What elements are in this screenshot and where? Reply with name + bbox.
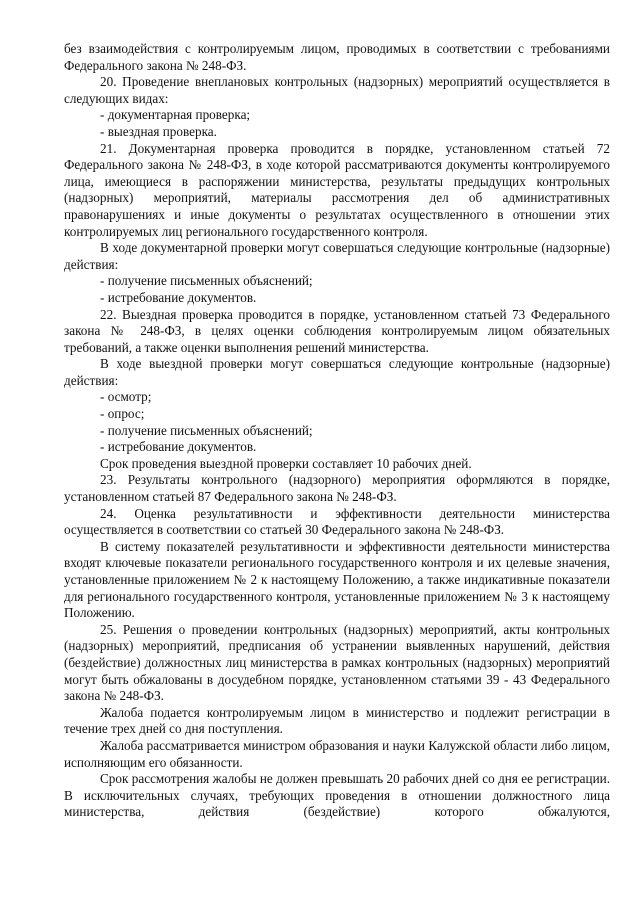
document-page [64,41,610,821]
list-item: - осмотр; [100,389,152,405]
paragraph: В ходе выездной проверки могут совершаться следующие контрольные (надзорные) действия: [64,356,610,388]
paragraph: В ходе документарной проверки могут совершаться следующие контрольные (надзорные) действия: [64,240,610,272]
paragraph: Жалоба рассматривается министром образования и науки Калужской области либо лицом, исполняющим его обязанности. [64,737,610,770]
paragraph: Срок рассмотрения жалобы не должен превышать 20 рабочих дней со дня ее регистрации. В исключительных случаях, требующих проведения в отношении должностного лица министерства, действия (бездействие) которого обжалуются, [64,771,610,820]
paragraph: 20. Проведение внеплановых контрольных (надзорных) мероприятий осуществляется в следующих видах: [64,74,610,106]
paragraph: 22. Выездная проверка проводится в порядке, установленном статьей 73 Федерального закона № 248-ФЗ, в целях оценки соблюдения контролируемым лицом обязательных требований, а также оценки выполнения решений министерства. [64,306,610,355]
list-item: - получение письменных объяснений; [100,273,313,289]
list-item: - выездная проверка. [100,123,217,139]
list-item: - опрос; [100,406,145,422]
paragraph: 24. Оценка результативности и эффективности деятельности министерства осуществляется в соответствии со статьей 30 Федерального закона № 248-ФЗ. [64,505,610,538]
paragraph: Срок проведения выездной проверки составляет 10 рабочих дней. [100,455,472,471]
paragraph: 23. Результаты контрольного (надзорного) мероприятия оформляются в порядке, установленном статьей 87 Федерального закона № 248-ФЗ. [64,472,610,505]
paragraph: без взаимодействия с контролируемым лицом, проводимых в соответствии с требованиями Федерального закона № 248-ФЗ. [64,41,610,73]
list-item: - получение письменных объяснений; [100,422,313,438]
list-item: - истребование документов. [100,439,257,455]
paragraph: Жалоба подается контролируемым лицом в министерство и подлежит регистрации в течение трех дней со дня поступления. [64,704,610,737]
list-item: - истребование документов. [100,289,257,305]
paragraph: В систему показателей результативности и эффективности деятельности министерства входят ключевые показатели регионального государственного контроля и их целевые значения, установленные приложением № 2 к настоящему Положению, а также индикативные показатели для регионального государственного контроля, установленные приложением № 3 к настоящему Положению. [64,538,610,621]
paragraph: 21. Документарная проверка проводится в порядке, установленном статьей 72 Федерального закона № 248-ФЗ, в ходе которой рассматриваются документы контролируемого лица, имеющиеся в распоряжении министерства, результаты предыдущих контрольных (надзорных) мероприятий, материалы рассмотрения дел об административных правонарушениях и иные документы о результатах осуществленного в отношении этих контролируемых лиц регионального государственного контроля. [64,140,610,239]
paragraph: 25. Решения о проведении контрольных (надзорных) мероприятий, акты контрольных (надзорных) мероприятий, предписания об устранении выявленных нарушений, действия (бездействие) должностных лиц министерства в рамках контрольных (надзорных) мероприятий могут быть обжалованы в досудебном порядке, установленном статьями 39 - 43 Федерального закона № 248-ФЗ. [64,621,610,704]
list-item: - документарная проверка; [100,107,251,123]
